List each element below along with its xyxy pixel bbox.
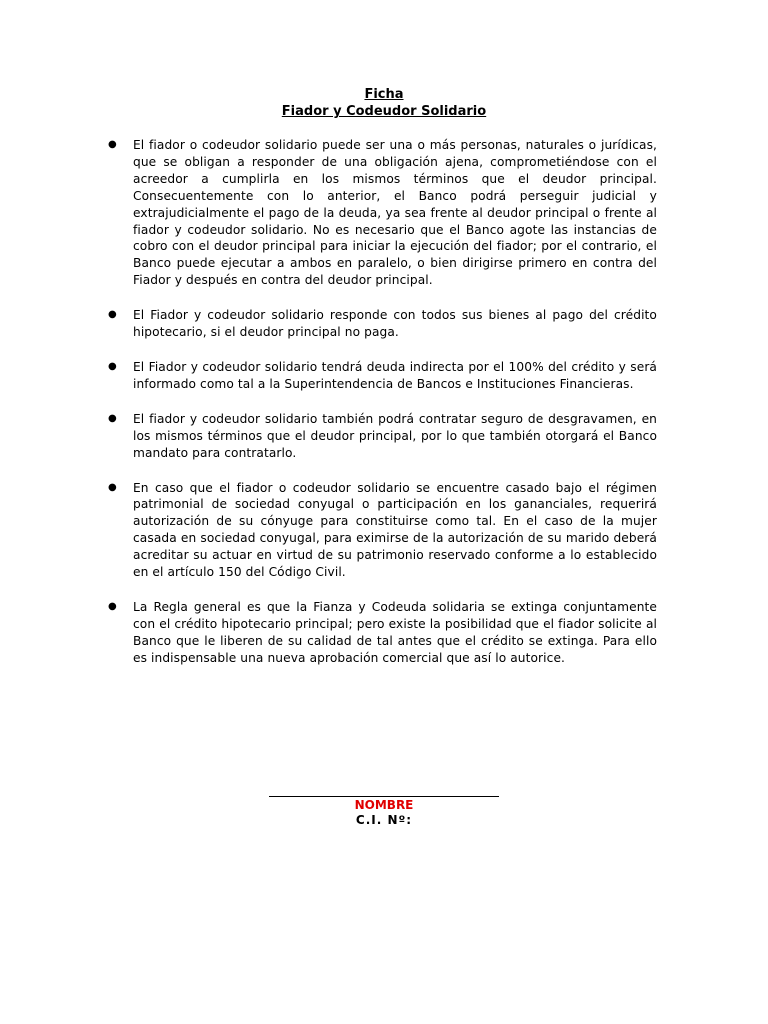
- bullet-text: El fiador o codeudor solidario puede ser una o más personas, naturales o jurídicas, que se obligan a responder de una obligación ajena, comprometiéndose con el acreedor a cumplirla en los mismos términos que el deudor principal. Consecuentemente con lo anterior, el Banco podrá perseguir judicial y extrajudicialmente el pago de la deuda, ya sea frente al deudor principal o frente al fiador y codeudor solidario. No es necesario que el Banco agote las instancias de cobro con el deudor principal para iniciar la ejecución del fiador; por el contrario, el Banco puede ejecutar a ambos en paralelo, o bien dirigirse primero en contra del Fiador y después en contra del deudor principal.: [133, 138, 657, 288]
- bullet-text: El Fiador y codeudor solidario tendrá deuda indirecta por el 100% del crédito y será informado como tal a la Superintendencia de Bancos e Instituciones Financieras.: [133, 359, 657, 391]
- list-item: [108, 599, 657, 667]
- document-title: Ficha: [364, 87, 404, 102]
- list-item: [108, 359, 657, 393]
- signature-id-label: C.I. Nº:: [355, 813, 413, 827]
- list-item: [108, 411, 657, 462]
- signature-line: [269, 786, 499, 797]
- bullet-list: [108, 137, 657, 685]
- bullet-text: El fiador y codeudor solidario también podrá contratar seguro de desgravamen, en los mismos términos que el deudor principal, por lo que también otorgará el Banco mandato para contratarlo.: [133, 411, 657, 460]
- bullet-text: El Fiador y codeudor solidario responde con todos sus bienes al pago del crédito hipotecario, si el deudor principal no paga.: [133, 308, 657, 340]
- bullet-icon: ●: [108, 309, 117, 321]
- signature-block: [0, 786, 768, 828]
- list-item: [108, 480, 657, 581]
- signature-name-label: NOMBRE: [354, 798, 414, 812]
- bullet-icon: ●: [108, 481, 117, 493]
- bullet-icon: ●: [108, 139, 117, 150]
- bullet-icon: ●: [108, 600, 117, 612]
- document-subtitle: Fiador y Codeudor Solidario: [281, 104, 487, 119]
- bullet-icon: ●: [108, 360, 117, 372]
- bullet-icon: ●: [108, 412, 117, 424]
- bullet-text: La Regla general es que la Fianza y Codeuda solidaria se extinga conjuntamente con el crédito hipotecario principal; pero existe la posibilidad que el fiador solicite al Banco que le liberen de su calidad de tal antes que el crédito se extinga. Para ello es indispensable una nueva aprobación comercial que así lo autorice.: [133, 599, 657, 665]
- list-item: [108, 307, 657, 341]
- title-block: [0, 86, 768, 120]
- bullet-text: En caso que el fiador o codeudor solidario se encuentre casado bajo el régimen patrimonial de sociedad conyugal o participación en los gananciales, requerirá autorización de su cónyuge para constituirse como tal. En el caso de la mujer casada en sociedad conyugal, para eximirse de la autorización de su marido deberá acreditar su actuar en virtud de su patrimonio reservado conforme a lo establecido en el artículo 150 del Código Civil.: [133, 480, 657, 580]
- list-item: [108, 137, 657, 289]
